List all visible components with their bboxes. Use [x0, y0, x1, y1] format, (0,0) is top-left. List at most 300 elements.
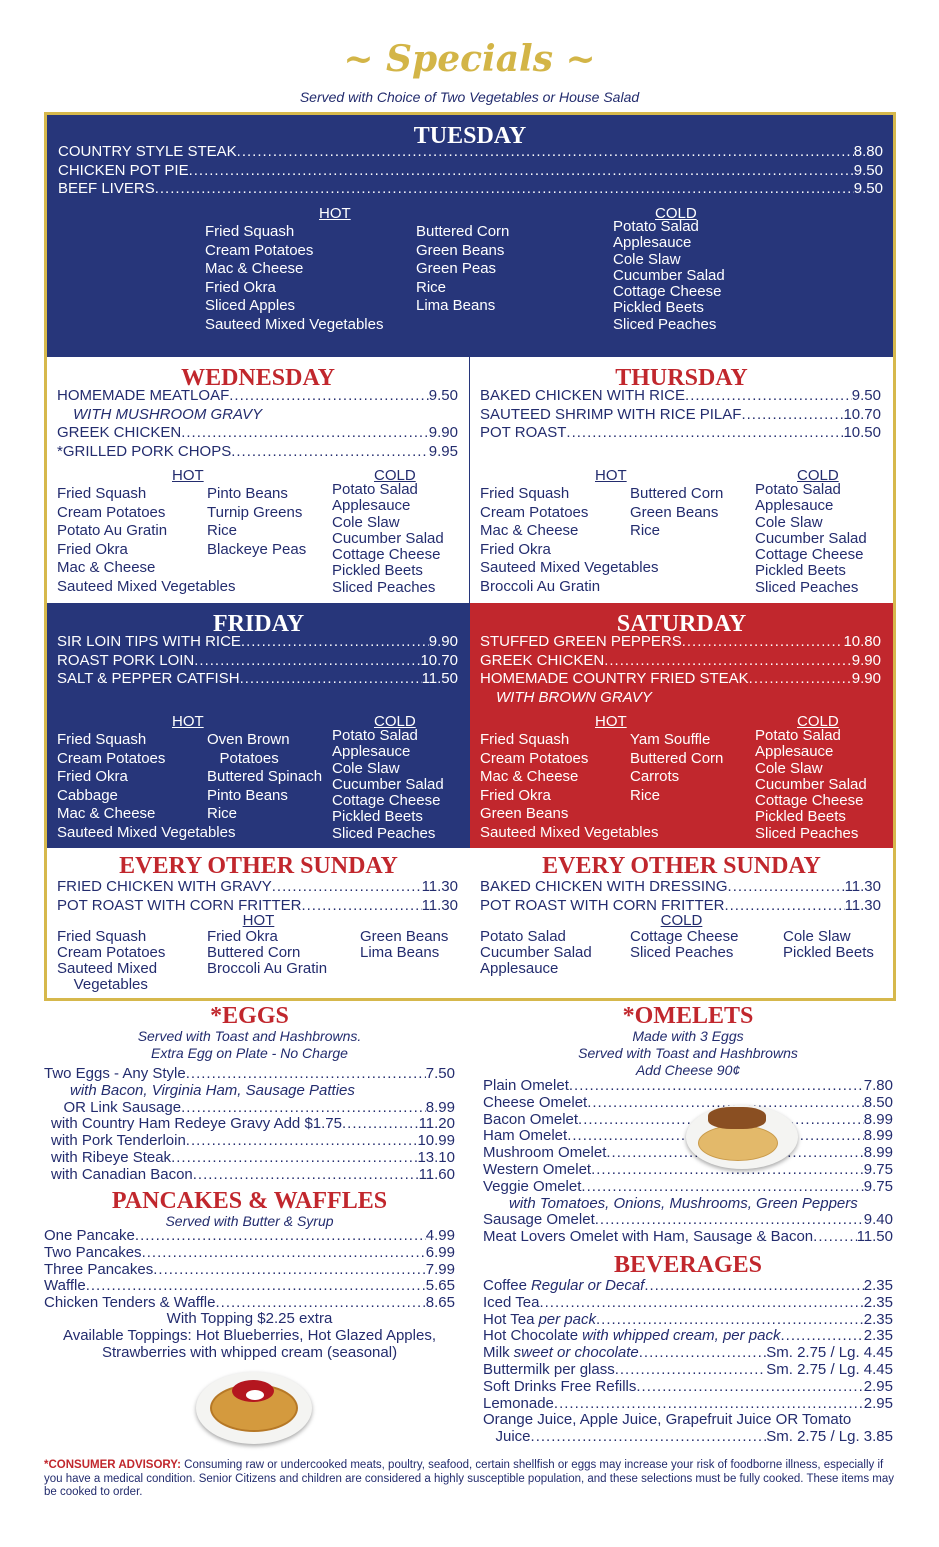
menu-item: [44, 1150, 455, 1167]
hot-side: Fried Okra: [480, 540, 551, 558]
side-item: Green Beans: [360, 928, 449, 945]
item-name: Soft Drinks Free Refills: [483, 1377, 637, 1395]
hot-side: Yam Souffle: [630, 731, 711, 748]
cold-side: Applesauce: [332, 743, 411, 761]
side-item: Cottage Cheese: [630, 928, 739, 945]
item-name: Plain Omelet: [483, 1077, 569, 1094]
dot-leader: [240, 670, 422, 689]
hot-side: Sliced Apples: [205, 297, 296, 314]
cold-side: Cottage Cheese: [332, 792, 441, 810]
toppings-note: Available Toppings: Hot Blueberries, Hot Glazed Apples,: [62, 1327, 436, 1344]
hot-side: Sauteed Mixed Vegetables: [57, 577, 236, 595]
dot-leader: [181, 1100, 426, 1117]
item-name: SIR LOIN TIPS WITH RICE: [57, 633, 241, 650]
hot-side: Fried Okra: [57, 768, 128, 785]
menu-item: [483, 1429, 893, 1446]
side-column: [57, 929, 165, 993]
hot-side: Sauteed Mixed Vegetables: [57, 823, 236, 841]
cold-side: Pickled Beets: [613, 299, 704, 317]
item-name: CHICKEN POT PIE: [58, 161, 189, 179]
cold-side: Applesauce: [755, 743, 834, 761]
dot-leader: [155, 180, 854, 199]
hot-side: Green Beans: [630, 503, 719, 521]
cold-side: Cole Slaw: [332, 759, 400, 777]
hot-side: Green Beans: [416, 241, 505, 259]
cold-side: Cottage Cheese: [332, 546, 441, 564]
wednesday-section: [47, 357, 470, 603]
dot-leader: [741, 406, 843, 425]
hot-side: Mac & Cheese: [57, 805, 156, 822]
side-column: [480, 929, 592, 977]
hot-side: Sauteed Mixed Vegetables: [480, 823, 659, 841]
dot-leader: [685, 387, 852, 406]
hot-side: Rice: [630, 786, 661, 804]
item-name: BEEF LIVERS: [58, 180, 155, 197]
menu-item: [483, 1212, 893, 1229]
hot-side: Fried Okra: [57, 540, 128, 558]
item-price: 9.40: [863, 1211, 893, 1229]
dot-leader: [636, 1379, 863, 1396]
menu-item: [58, 180, 883, 199]
item-price: 8.80: [853, 143, 883, 160]
menu-item: [483, 1295, 893, 1312]
side-item: Vegetables: [57, 976, 148, 993]
item-name: SALT & PEPPER CATFISH: [57, 670, 240, 687]
eggs-list: [44, 1066, 455, 1184]
hot-column: [630, 485, 723, 541]
pancakes-sub: Served with Butter & Syrup: [165, 1213, 334, 1229]
item-price: 2.35: [863, 1277, 893, 1294]
menu-item: [44, 1133, 455, 1150]
item-price: 11.30: [421, 896, 458, 914]
item-price: 5.65: [425, 1277, 455, 1295]
hot-side: Rice: [630, 522, 661, 539]
item-name: OR Link Sausage: [51, 1098, 182, 1116]
special-items: [480, 633, 881, 707]
omelet-image: [686, 1105, 798, 1169]
item-price: 9.50: [853, 180, 883, 197]
waffle-image: [196, 1372, 312, 1444]
hot-column: [630, 731, 723, 805]
dot-leader: [531, 1429, 767, 1446]
day-title: EVERY OTHER SUNDAY: [542, 853, 821, 879]
beverages-title: BEVERAGES: [613, 1252, 763, 1278]
hot-side: Blackeye Peas: [207, 540, 307, 558]
item-price: Sm. 2.75 / Lg. 3.85: [766, 1428, 893, 1446]
item-price: 9.90: [428, 633, 458, 650]
item-name: Hot Chocolate: [483, 1327, 579, 1345]
hot-label: HOT: [172, 467, 204, 484]
menu-item: [483, 1345, 893, 1362]
item-price: Sm. 2.75 / Lg. 4.45: [766, 1360, 893, 1378]
hot-side: Lima Beans: [416, 297, 496, 314]
item-name: with Country Ham Redeye Gravy Add $1.75: [51, 1115, 342, 1133]
item-note: with Bacon, Virginia Ham, Sausage Patties: [70, 1081, 355, 1099]
hot-side: Fried Okra: [480, 786, 551, 804]
item-price: 11.30: [844, 896, 881, 914]
item-name: with Canadian Bacon: [51, 1165, 193, 1183]
dot-leader: [241, 633, 429, 652]
hot-side: Buttered Corn: [630, 485, 724, 502]
item-name: HOMEMADE COUNTRY FRIED STEAK: [480, 670, 749, 687]
page-title: ~ Specials ~: [343, 38, 596, 80]
day-title: WEDNESDAY: [181, 365, 335, 391]
hot-column: [207, 485, 306, 559]
menu-item: [480, 670, 881, 689]
cold-column: [755, 482, 867, 596]
item-name: with Pork Tenderloin: [51, 1132, 186, 1150]
item-detail: sweet or chocolate: [513, 1344, 639, 1362]
dot-leader: [342, 1116, 419, 1133]
item-price: 9.90: [428, 424, 458, 441]
item-price: 10.70: [420, 651, 458, 669]
friday-section: [47, 603, 470, 848]
hot-side: Mac & Cheese: [480, 522, 579, 539]
dot-leader: [569, 1078, 864, 1095]
item-name: ROAST PORK LOIN: [57, 651, 195, 669]
eggs-title: *EGGS: [210, 1003, 289, 1029]
cold-side: Potato Salad: [332, 481, 418, 498]
hot-side: Cream Potatoes: [205, 241, 314, 259]
item-name: One Pancake: [44, 1227, 135, 1244]
item-price: 9.50: [853, 161, 883, 179]
hot-side: Potato Au Gratin: [57, 522, 168, 539]
item-name: COUNTRY STYLE STEAK: [58, 143, 237, 160]
side-item: Broccoli Au Gratin: [207, 960, 328, 977]
dot-leader: [272, 878, 422, 897]
menu-item: [44, 1100, 455, 1117]
dot-leader: [186, 1066, 426, 1083]
hot-side: Green Peas: [416, 260, 497, 277]
cold-side: Cottage Cheese: [613, 283, 722, 301]
cold-label: COLD: [797, 713, 839, 730]
pancakes-list: [44, 1228, 455, 1312]
hot-side: Broccoli Au Gratin: [480, 577, 601, 595]
dot-leader: [193, 1167, 419, 1184]
cold-side: Potato Salad: [755, 727, 841, 744]
menu-item: [57, 387, 458, 406]
cold-side: Cole Slaw: [755, 513, 823, 531]
dot-leader: [813, 1229, 856, 1246]
item-name: Chicken Tenders & Waffle: [44, 1294, 216, 1312]
menu-item: [44, 1116, 455, 1133]
special-items: [58, 143, 883, 199]
item-price: 6.99: [425, 1243, 455, 1261]
side-column: [207, 929, 327, 977]
item-price: 10.50: [843, 424, 881, 441]
side-item: Buttered Corn: [207, 944, 301, 961]
menu-item: [483, 1095, 893, 1112]
tuesday-section: [47, 115, 893, 357]
dot-leader: [186, 1133, 418, 1150]
hot-side: Rice: [207, 805, 238, 822]
item-detail: Regular or Decaf: [530, 1277, 645, 1294]
hot-side: Potatoes: [207, 749, 279, 767]
menu-item: [483, 1396, 893, 1413]
hot-label: HOT: [172, 713, 204, 730]
dot-leader: [231, 443, 429, 462]
menu-item: [57, 443, 458, 462]
eggs-sub-1: Served with Toast and Hashbrowns.: [137, 1028, 362, 1044]
hot-side: Buttered Corn: [630, 749, 724, 767]
item-name: Mushroom Omelet: [483, 1144, 607, 1162]
omelets-sub-2: Served with Toast and Hashbrowns: [578, 1045, 798, 1061]
menu-item: [483, 1078, 893, 1095]
item-note: Orange Juice, Apple Juice, Grapefruit Juice OR Tomato: [483, 1411, 852, 1429]
menu-item: [44, 1066, 455, 1083]
day-title: THURSDAY: [615, 365, 748, 391]
hot-side: Mac & Cheese: [57, 559, 156, 576]
saturday-section: [470, 603, 893, 848]
menu-item: [57, 670, 458, 689]
cold-side: Applesauce: [755, 497, 834, 515]
dot-leader: [682, 633, 844, 652]
item-name: Two Eggs - Any Style: [44, 1065, 186, 1082]
menu-item: [480, 406, 881, 425]
item-price: 11.20: [418, 1115, 455, 1133]
hot-side: Fried Squash: [480, 485, 570, 502]
toppings-note-2: Strawberries with whipped cream (seasonal): [101, 1344, 398, 1361]
menu-item: [44, 1278, 455, 1295]
dot-leader: [189, 162, 854, 181]
menu-item: [57, 424, 458, 443]
cold-side: Pickled Beets: [755, 562, 846, 580]
item-price: 10.99: [417, 1132, 455, 1150]
hot-side: Cream Potatoes: [480, 503, 589, 521]
cold-side: Pickled Beets: [332, 562, 423, 580]
item-price: 8.99: [863, 1144, 893, 1162]
menu-item: [483, 1229, 893, 1246]
cold-side: Cole Slaw: [332, 513, 400, 531]
item-name: POT ROAST: [480, 424, 567, 441]
cold-side: Sliced Peaches: [755, 578, 859, 596]
special-items: [480, 387, 881, 443]
side-item: Fried Squash: [57, 928, 147, 945]
hot-side: Mac & Cheese: [480, 768, 579, 785]
item-price: 11.50: [421, 670, 458, 687]
item-price: 2.35: [863, 1310, 893, 1328]
dot-leader: [566, 424, 843, 443]
dot-leader: [181, 424, 429, 443]
item-name: SAUTEED SHRIMP WITH RICE PILAF: [480, 405, 742, 423]
item-price: Sm. 2.75 / Lg. 4.45: [766, 1344, 893, 1362]
item-price: 9.75: [863, 1160, 893, 1178]
dot-leader: [142, 1245, 426, 1262]
menu-item: [480, 878, 881, 897]
item-price: 11.60: [418, 1165, 455, 1183]
dot-leader: [604, 652, 852, 671]
item-name: POT ROAST WITH CORN FRITTER: [480, 896, 725, 914]
item-note: with Tomatoes, Onions, Mushrooms, Green Peppers: [509, 1194, 858, 1212]
item-price: 11.30: [421, 878, 458, 895]
item-price: 8.99: [863, 1127, 893, 1145]
dot-leader: [581, 1179, 863, 1196]
hot-side: Cabbage: [57, 786, 118, 804]
cold-column: [332, 728, 444, 842]
special-items: [57, 633, 458, 689]
item-name: POT ROAST WITH CORN FRITTER: [57, 896, 302, 914]
hot-side: Pinto Beans: [207, 786, 288, 804]
hot-side: Fried Squash: [57, 485, 147, 502]
menu-item: [57, 652, 458, 671]
item-detail: per pack: [538, 1310, 596, 1328]
cold-label: COLD: [655, 205, 697, 222]
cold-side: Cucumber Salad: [613, 266, 725, 284]
item-name: GREEK CHICKEN: [57, 424, 182, 441]
dot-leader: [596, 1312, 864, 1329]
hot-side: Fried Squash: [57, 731, 147, 748]
dot-leader: [554, 1396, 864, 1413]
day-title: EVERY OTHER SUNDAY: [119, 853, 398, 879]
menu-item: [44, 1262, 455, 1279]
cold-side: Cucumber Salad: [332, 529, 444, 547]
menu-item: [480, 387, 881, 406]
hot-side: Rice: [416, 278, 447, 296]
item-price: 7.80: [863, 1077, 893, 1094]
item-price: 8.99: [425, 1098, 455, 1116]
item-price: 13.10: [417, 1148, 455, 1166]
item-price: 2.95: [863, 1377, 893, 1395]
item-price: 9.50: [851, 387, 881, 404]
item-name: Juice: [483, 1428, 531, 1446]
special-items: [57, 878, 458, 915]
item-price: 9.75: [863, 1177, 893, 1195]
menu-item: [58, 143, 883, 162]
item-name: FRIED CHICKEN WITH GRAVY: [57, 878, 272, 895]
omelets-sub-1: Made with 3 Eggs: [632, 1028, 744, 1044]
item-name: Bacon Omelet: [483, 1110, 579, 1128]
item-name: Lemonade: [483, 1394, 554, 1412]
hot-side: Green Beans: [480, 805, 569, 822]
cold-side: Sliced Peaches: [613, 315, 717, 333]
dot-leader: [229, 387, 429, 406]
cold-side: Cucumber Salad: [755, 529, 867, 547]
menu-item: [480, 424, 881, 443]
item-name: Hot Tea: [483, 1310, 535, 1328]
hot-side: Cream Potatoes: [480, 749, 589, 767]
item-price: 7.99: [425, 1260, 455, 1278]
side-item: Cole Slaw: [783, 928, 851, 945]
item-name: HOMEMADE MEATLOAF: [57, 387, 230, 404]
side-item: Cucumber Salad: [480, 944, 592, 961]
hot-side: Rice: [207, 522, 238, 539]
cold-column: [755, 728, 867, 842]
hot-column: [205, 223, 383, 334]
cold-side: Cottage Cheese: [755, 546, 864, 564]
item-name: Waffle: [44, 1277, 86, 1295]
dot-leader: [615, 1362, 767, 1379]
menu-item: [483, 1278, 893, 1295]
cold-side: Pickled Beets: [332, 808, 423, 826]
cold-side: Applesauce: [613, 234, 692, 252]
item-price: 10.80: [843, 633, 881, 650]
item-price: 8.65: [425, 1294, 455, 1312]
side-item: Pickled Beets: [783, 944, 874, 961]
cold-label: COLD: [374, 713, 416, 730]
hot-column: [207, 731, 322, 824]
item-name: Western Omelet: [483, 1160, 592, 1178]
hot-side: Buttered Corn: [416, 223, 510, 240]
dot-leader: [153, 1262, 426, 1279]
dot-leader: [86, 1278, 426, 1295]
menu-item: [480, 652, 881, 671]
menu-item: [44, 1228, 455, 1245]
cold-column: [332, 482, 444, 596]
side-item: Applesauce: [480, 960, 559, 977]
cold-label: COLD: [374, 467, 416, 484]
hot-side: Sauteed Mixed Vegetables: [205, 315, 384, 333]
side-column: [783, 929, 874, 961]
item-name: Coffee: [483, 1277, 527, 1294]
cold-side: Potato Salad: [755, 481, 841, 498]
item-name: Veggie Omelet: [483, 1177, 582, 1195]
dot-leader: [595, 1212, 864, 1229]
hot-side: Cream Potatoes: [57, 749, 166, 767]
dot-leader: [171, 1150, 417, 1167]
cold-side: Cottage Cheese: [755, 792, 864, 810]
pancakes-title: PANCAKES & WAFFLES: [111, 1188, 388, 1214]
menu-item: [483, 1328, 893, 1345]
menu-item: [57, 633, 458, 652]
dot-leader: [749, 670, 852, 689]
menu-item: [483, 1362, 893, 1379]
side-item: Lima Beans: [360, 944, 440, 961]
cold-side: Applesauce: [332, 497, 411, 515]
side-item: Sauteed Mixed: [57, 960, 158, 977]
menu-item: [483, 1379, 893, 1396]
cold-side: Pickled Beets: [755, 808, 846, 826]
hot-label: HOT: [595, 467, 627, 484]
item-price: 9.95: [428, 442, 458, 460]
sunday-right-section: [470, 848, 893, 998]
item-name: Three Pancakes: [44, 1260, 154, 1278]
menu-item: [483, 1145, 893, 1162]
menu-item: [44, 1167, 455, 1184]
item-name: *GRILLED PORK CHOPS: [57, 442, 232, 460]
item-name: BAKED CHICKEN WITH DRESSING: [480, 878, 728, 895]
side-column: [630, 929, 738, 961]
item-price: 4.99: [425, 1227, 455, 1244]
item-name: Buttermilk per glass: [483, 1360, 615, 1378]
omelets-title: *OMELETS: [622, 1003, 754, 1029]
thursday-section: [470, 357, 893, 603]
item-price: 2.95: [863, 1394, 893, 1412]
omelets-sub-3: Add Cheese 90¢: [635, 1062, 741, 1078]
eggs-sub-2: Extra Egg on Plate - No Charge: [151, 1045, 348, 1061]
item-price: 9.50: [428, 387, 458, 404]
dot-leader: [539, 1295, 863, 1312]
advisory-label: *CONSUMER ADVISORY:: [44, 1459, 181, 1471]
hot-side: Pinto Beans: [207, 485, 288, 502]
item-price: 2.35: [863, 1293, 893, 1311]
hot-side: Mac & Cheese: [205, 260, 304, 277]
item-name: Ham Omelet: [483, 1127, 568, 1145]
consumer-advisory: [44, 1459, 894, 1500]
hot-side: Fried Squash: [480, 731, 570, 748]
item-price: 11.50: [856, 1228, 893, 1246]
item-note: WITH BROWN GRAVY: [496, 688, 652, 706]
hot-side: Turnip Greens: [207, 503, 303, 521]
menu-item: [483, 1312, 893, 1329]
hot-side: Sauteed Mixed Vegetables: [480, 559, 659, 576]
menu-item: [58, 162, 883, 181]
item-name: Meat Lovers Omelet with Ham, Sausage & Bacon: [483, 1228, 814, 1246]
hot-side: Fried Squash: [205, 223, 295, 240]
dot-leader: [194, 652, 420, 671]
cold-label: COLD: [797, 467, 839, 484]
item-name: Sausage Omelet: [483, 1211, 595, 1229]
dot-leader: [639, 1345, 767, 1362]
